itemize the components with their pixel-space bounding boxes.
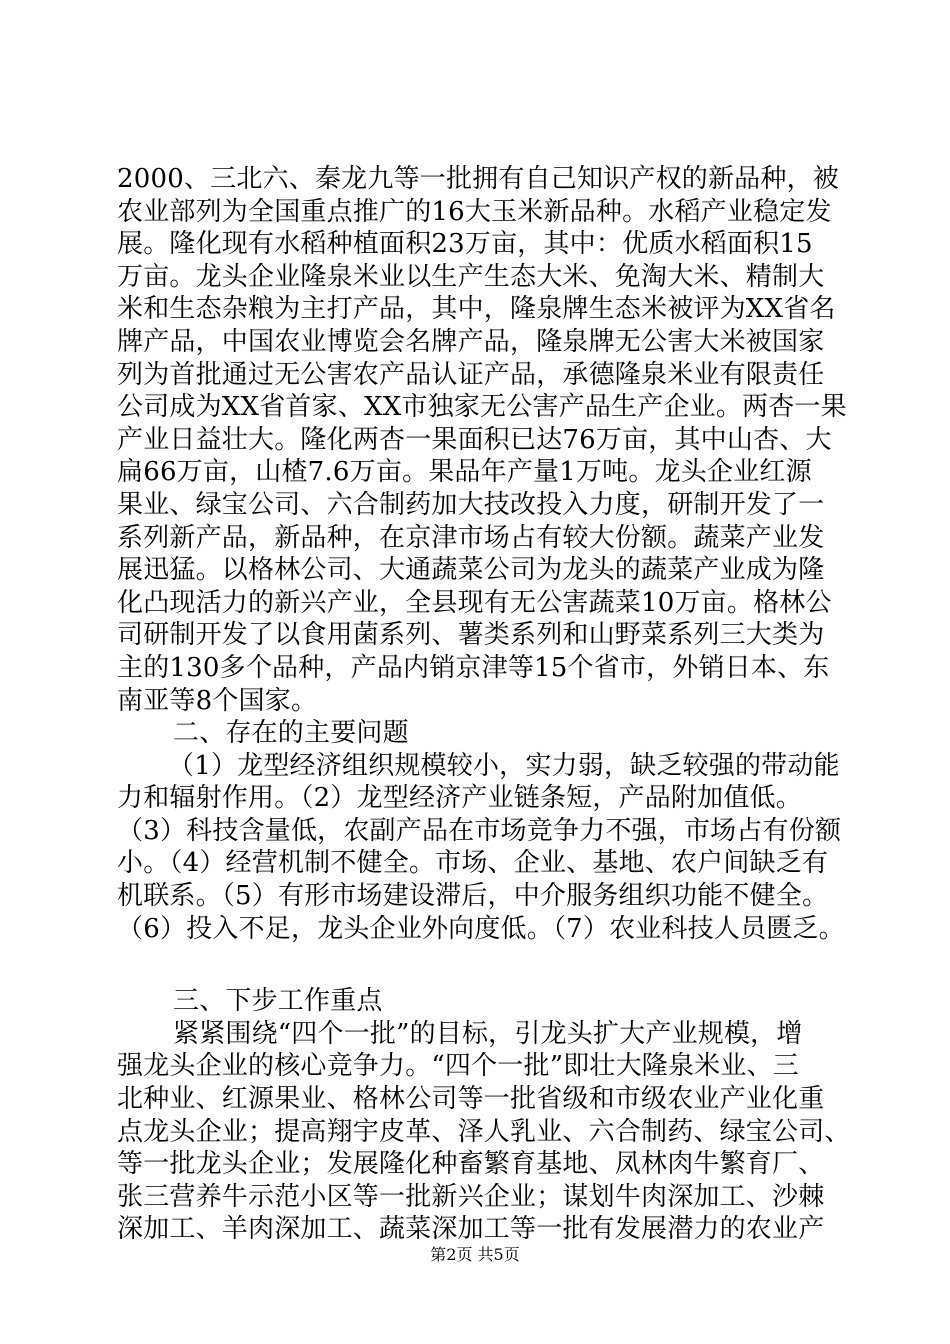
section-heading-next-steps: 三、下步工作重点 [173, 986, 383, 1017]
text-line: 机联系。（5）有形市场建设滞后，中介服务组织功能不健全。 [117, 881, 829, 912]
text-line: 化凸现活力的新兴产业，全县现有无公害蔬菜10万亩。格林公 [117, 587, 832, 618]
text-line: （3）科技含量低，农副产品在市场竞争力不强，市场占有份额 [117, 815, 842, 846]
section-heading-problems: 二、存在的主要问题 [173, 718, 409, 749]
text-line: 司研制开发了以食用菌系列、薯类系列和山野菜系列三大类为 [117, 620, 825, 651]
text-line: 公司成为XX省首家、XX市独家无公害产品生产企业。两杏一果 [117, 392, 847, 423]
text-line: （6）投入不足，龙头企业外向度低。（7）农业科技人员匮乏。 [117, 913, 845, 944]
text-line: 力和辐射作用。（2）龙型经济产业链条短，产品附加值低。 [117, 783, 802, 814]
text-line: 万亩。龙头企业隆泉米业以生产生态大米、免淘大米、精制大 [117, 261, 825, 292]
text-line: （1）龙型经济组织规模较小，实力弱，缺乏较强的带动能 [168, 750, 840, 781]
text-line: 等一批龙头企业；发展隆化种畜繁育基地、凤林肉牛繁育厂、 [117, 1149, 825, 1180]
text-line: 牌产品，中国农业博览会名牌产品，隆泉牌无公害大米被国家 [117, 326, 825, 357]
text-line: 展迅猛。以格林公司、大通蔬菜公司为龙头的蔬菜产业成为隆 [117, 555, 825, 586]
text-line: 列为首批通过无公害农产品认证产品，承德隆泉米业有限责任 [117, 359, 825, 390]
text-line: 强龙头企业的核心竞争力。“四个一批”即壮大隆泉米业、三 [117, 1051, 799, 1082]
document-body [117, 163, 851, 1246]
text-line: 点龙头企业；提高翔宇皮革、泽人乳业、六合制药、绿宝公司、 [117, 1116, 851, 1147]
text-line: 北种业、红源果业、格林公司等一批省级和市级农业产业化重 [117, 1084, 825, 1115]
page-number-footer: 第2页 共5页 [430, 1245, 520, 1264]
text-line: 展。隆化现有水稻种植面积23万亩，其中：优质水稻面积15 [117, 229, 813, 260]
text-line: 张三营养牛示范小区等一批新兴企业；谋划牛肉深加工、沙棘 [117, 1181, 825, 1212]
text-line: 扁66万亩，山楂7.6万亩。果品年产量1万吨。龙头企业红源 [117, 457, 812, 488]
paragraph-gap [117, 945, 851, 985]
paragraph-industry-overview [117, 163, 851, 717]
text-line: 米和生态杂粮为主打产品，其中，隆泉牌生态米被评为XX省名 [117, 294, 836, 325]
paragraph-problems [117, 750, 851, 946]
text-line: 小。（4）经营机制不健全。市场、企业、基地、农户间缺乏有 [117, 848, 829, 879]
text-line: 果业、绿宝公司、六合制药加大技改投入力度，研制开发了一 [117, 489, 825, 520]
text-line: 农业部列为全国重点推广的16大玉米新品种。水稻产业稳定发 [117, 196, 832, 227]
text-line: 深加工、羊肉深加工、蔬菜深加工等一批有发展潜力的农业产 [117, 1214, 825, 1245]
text-line: 紧紧围绕“四个一批”的目标，引龙头扩大产业规模，增 [173, 1018, 803, 1049]
text-line: 主的130多个品种，产品内销京津等15个省市，外销日本、东 [117, 652, 830, 683]
text-line: 南亚等8个国家。 [117, 685, 318, 716]
text-line: 系列新产品，新品种，在京津市场占有较大份额。蔬菜产业发 [117, 522, 825, 553]
paragraph-next-steps [117, 1018, 851, 1246]
text-line: 产业日益壮大。隆化两杏一果面积已达76万亩，其中山杏、大 [117, 424, 832, 455]
text-line: 2000、三北六、秦龙九等一批拥有自己知识产权的新品种，被 [117, 164, 839, 194]
